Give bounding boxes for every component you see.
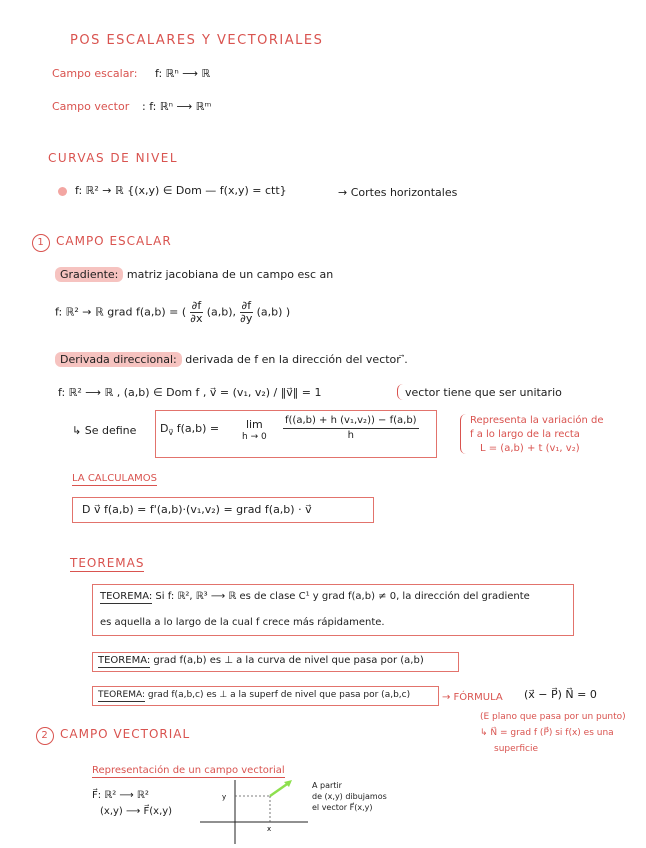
side-brace-icon <box>460 414 467 454</box>
y-tick: y <box>222 793 227 801</box>
ab-1: (a,b), <box>206 305 236 319</box>
formula-note-2: ↳ N⃗ = grad f (P⃗) si f(x) es una <box>480 728 614 738</box>
lim-sub: h → 0 <box>242 432 267 442</box>
vector-note-1: A partir <box>312 781 342 790</box>
dy: ∂y <box>240 312 253 325</box>
representation-label: Representación de un campo vectorial <box>92 765 285 776</box>
df-y: ∂f <box>241 299 252 312</box>
formula-label: → FÓRMULA <box>442 692 503 703</box>
D-rest: f(a,b) = <box>176 422 220 435</box>
dx: ∂x <box>190 312 203 325</box>
derivada-desc: derivada de f en la dirección del vector ⃗. <box>185 353 408 366</box>
curvas-line <box>58 184 287 197</box>
x-tick: x <box>267 825 272 833</box>
ab-2: (a,b) ) <box>256 305 291 319</box>
vector-note <box>312 780 387 813</box>
vector-field-def-2: (x,y) ⟶ F⃗(x,y) <box>100 806 173 817</box>
campo-vectorial-heading <box>36 727 190 745</box>
vector-note-2: de (x,y) dibujamos <box>312 792 387 801</box>
page-title: POS ESCALARES Y VECTORIALES <box>70 33 324 48</box>
scalar-field-def: f: ℝⁿ ⟶ ℝ <box>155 67 211 80</box>
gradiente-formula <box>55 300 290 325</box>
calc-formula: D v⃗ f(a,b) = f'(a,b)·(v₁,v₂) = grad f(a,b) · v⃗ <box>82 503 312 516</box>
D-symbol: D <box>160 422 169 435</box>
df-x: ∂f <box>191 299 202 312</box>
formula-expression: (x⃗ − P⃗) N⃗ = 0 <box>524 688 597 701</box>
theorem-2 <box>98 655 424 666</box>
calc-label: LA CALCULAMOS <box>72 473 158 484</box>
partial-x <box>190 300 204 325</box>
curvas-arrow-text: → Cortes horizontales <box>338 186 458 199</box>
theorem-3 <box>98 690 410 700</box>
curvas-heading: CURVAS DE NIVEL <box>48 151 179 165</box>
campo-escalar-title: CAMPO ESCALAR <box>56 234 172 248</box>
vector-field-sketch <box>200 780 310 846</box>
lim-word: lim <box>245 418 263 431</box>
side-note-line-3: L = (a,b) + t (v₁, v₂) <box>480 443 580 454</box>
derivada-line <box>55 353 408 366</box>
formula-note-3: superficie <box>494 744 538 754</box>
campo-escalar-heading <box>32 234 172 252</box>
lim-block <box>242 418 267 444</box>
derivada-note: vector tiene que ser unitario <box>405 386 562 399</box>
curvas-def: f: ℝ² → ℝ {(x,y) ∈ Dom — f(x,y) = ctt} <box>75 184 287 197</box>
directional-derivative-lhs <box>160 422 219 437</box>
theorem-2-text: grad f(a,b) es ⊥ a la curva de nivel que pasa por (a,b) <box>153 655 424 666</box>
partial-y <box>240 300 254 325</box>
vector-field-label: Campo vector <box>52 100 130 113</box>
derivada-def: f: ℝ² ⟶ ℝ , (a,b) ∈ Dom f , v⃗ = (v₁, v₂) / ‖v⃗‖ = 1 <box>58 386 322 399</box>
side-note-line-2: f a lo largo de la recta <box>470 429 580 440</box>
theorem-1-line-2: es aquella a lo largo de la cual f crece más rápidamente. <box>100 617 385 628</box>
section-number-2: 2 <box>36 727 54 745</box>
theorem-3-label: TEOREMA: <box>98 690 146 700</box>
vector-field-def-1: F⃗: ℝ² ⟶ ℝ² <box>92 790 149 801</box>
gradiente-label: Gradiente: <box>55 267 123 282</box>
formula-note-1: (E plano que pasa por un punto) <box>480 712 626 722</box>
grad-lhs: f: ℝ² → ℝ grad f(a,b) = ( <box>55 305 187 319</box>
side-note-line-1: Representa la variación de <box>470 415 604 426</box>
teoremas-heading: TEOREMAS <box>70 556 145 570</box>
limit-denominator: h <box>347 430 354 441</box>
campo-vectorial-title: CAMPO VECTORIAL <box>60 727 191 741</box>
scalar-field-label: Campo escalar: <box>52 67 138 80</box>
theorem-1-label: TEOREMA: <box>100 591 153 602</box>
bullet-icon <box>58 187 67 196</box>
side-note <box>470 414 604 456</box>
gradiente-line <box>55 268 333 281</box>
gradiente-desc: matriz jacobiana de un campo esc an <box>126 268 334 281</box>
define-prefix: ↳ Se define <box>72 424 137 437</box>
vector-note-3: el vector F⃗(x,y) <box>312 803 373 812</box>
theorem-3-text: grad f(a,b,c) es ⊥ a la superf de nivel que pasa por (a,b,c) <box>147 690 411 700</box>
theorem-1-line-1 <box>100 591 530 602</box>
derivada-label: Derivada direccional: <box>55 352 182 367</box>
theorem-2-label: TEOREMA: <box>98 655 151 666</box>
D-sub: v⃗ <box>168 428 174 438</box>
brace-icon <box>397 384 403 400</box>
section-number-1: 1 <box>32 234 50 252</box>
limit-fraction <box>283 414 419 443</box>
vector-field-def: : f: ℝⁿ ⟶ ℝᵐ <box>142 100 212 113</box>
limit-numerator: f((a,b) + h (v₁,v₂)) − f(a,b) <box>283 414 419 429</box>
theorem-1-text-1: Si f: ℝ², ℝ³ ⟶ ℝ es de clase C¹ y grad f(a,b) ≠ 0, la dirección del gradiente <box>155 591 530 602</box>
